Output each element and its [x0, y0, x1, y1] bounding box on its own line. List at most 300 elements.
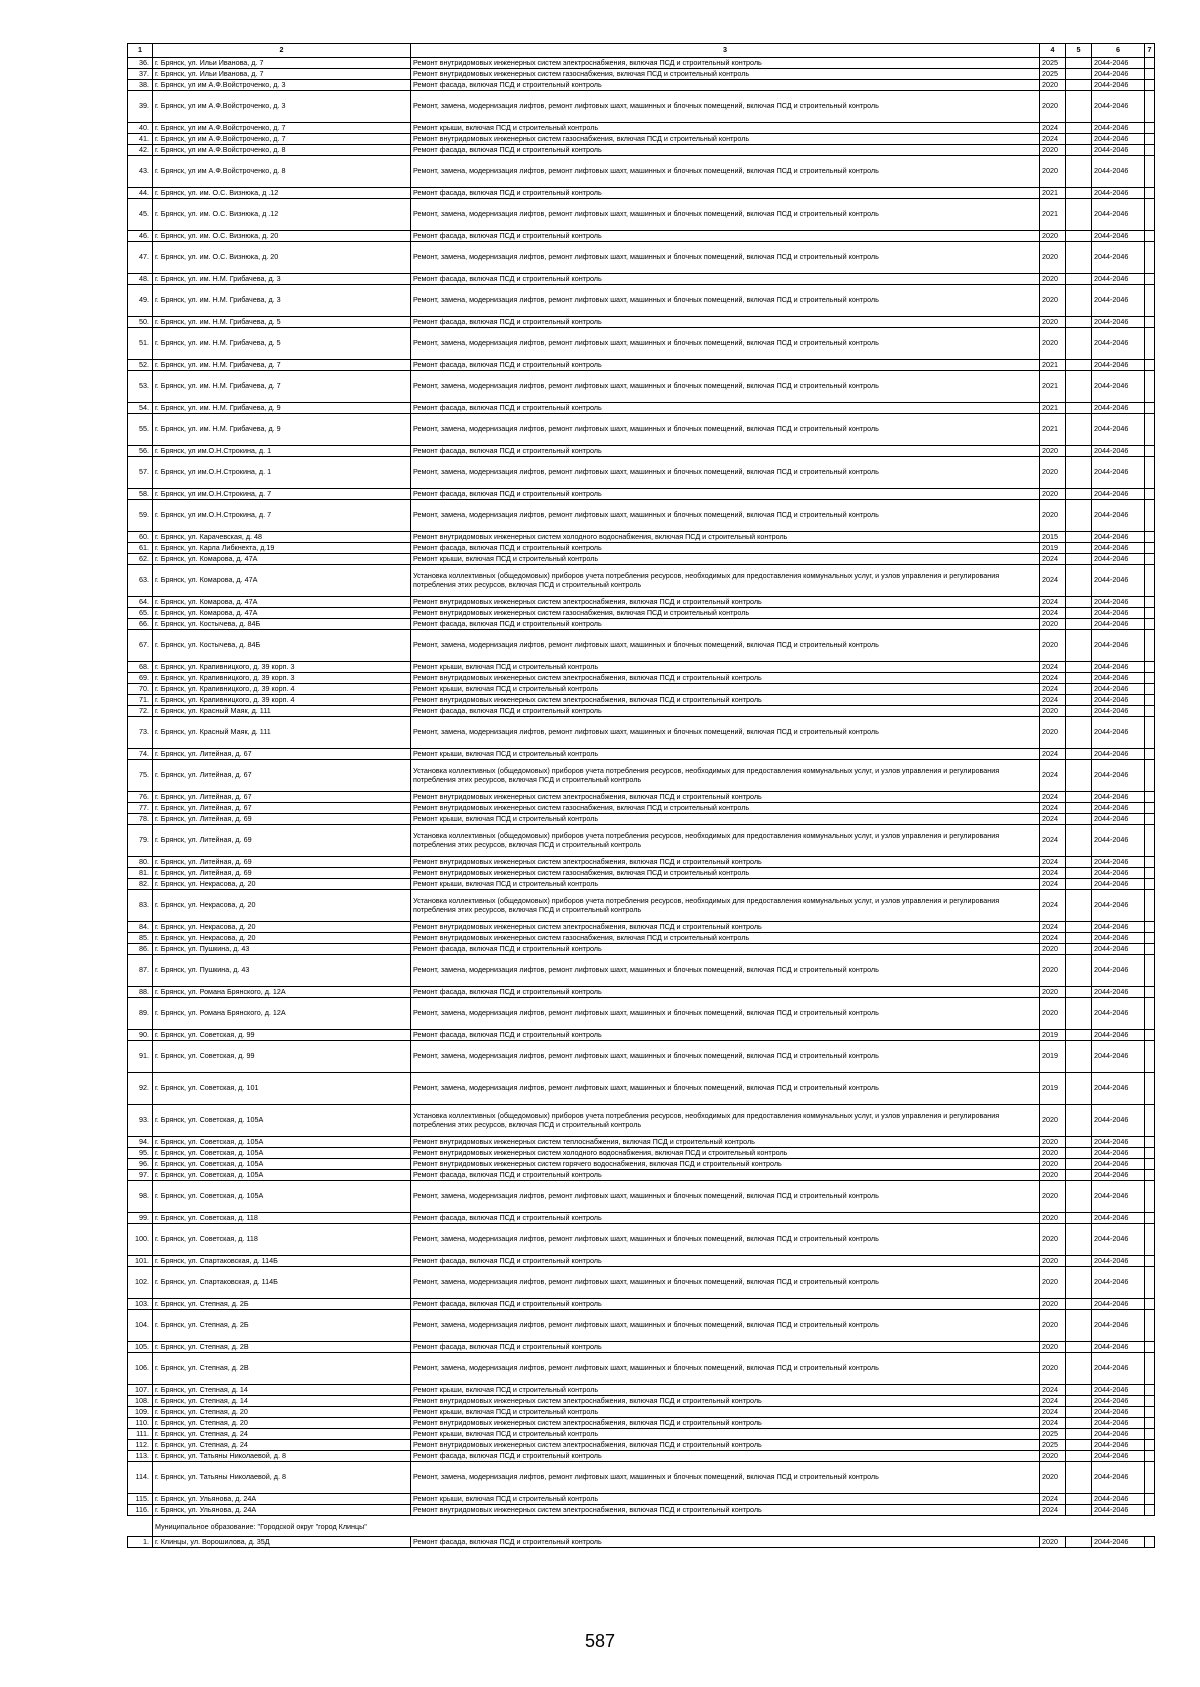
address-cell: г. Брянск, ул. Советская, д. 118 [153, 1224, 411, 1256]
empty-cell [1066, 554, 1092, 565]
row-number: 41. [128, 134, 153, 145]
empty-cell [1066, 360, 1092, 371]
empty-cell [1066, 879, 1092, 890]
empty-cell [1145, 328, 1155, 360]
work-type-cell: Ремонт фасада, включая ПСД и строительный контроль [411, 619, 1040, 630]
period-cell: 2044-2046 [1092, 673, 1145, 684]
work-type-cell: Ремонт, замена, модернизация лифтов, ремонт лифтовых шахт, машинных и блочных помещений, включая ПСД и строительный контроль [411, 717, 1040, 749]
work-type-cell: Ремонт внутридомовых инженерных систем газоснабжения, включая ПСД и строительный контроль [411, 868, 1040, 879]
address-cell: г. Брянск, ул. Костычева, д. 84Б [153, 619, 411, 630]
empty-cell [1145, 1073, 1155, 1105]
row-number: 94. [128, 1137, 153, 1148]
empty-cell [1145, 274, 1155, 285]
empty-cell [1066, 684, 1092, 695]
period-cell: 2044-2046 [1092, 749, 1145, 760]
work-type-cell: Ремонт внутридомовых инженерных систем электроснабжения, включая ПСД и строительный контроль [411, 1505, 1040, 1516]
period-cell: 2044-2046 [1092, 1148, 1145, 1159]
table-row [128, 673, 1155, 684]
row-number: 97. [128, 1170, 153, 1181]
period-cell: 2044-2046 [1092, 1451, 1145, 1462]
table-row [128, 630, 1155, 662]
period-cell: 2044-2046 [1092, 825, 1145, 857]
address-cell: г. Брянск, ул. Литейная, д. 69 [153, 868, 411, 879]
column-header: 7 [1145, 44, 1155, 58]
table-row [128, 565, 1155, 597]
empty-cell [1145, 1267, 1155, 1299]
table-row [128, 500, 1155, 532]
row-number: 86. [128, 944, 153, 955]
work-type-cell: Установка коллективных (общедомовых) приборов учета потребления ресурсов, необходимых для предоставления коммунальных услуг, и узлов управления и регулирования потребления этих ресурсов, включая ПСД и строительный контроль [411, 890, 1040, 922]
row-number: 72. [128, 706, 153, 717]
row-number: 104. [128, 1310, 153, 1342]
row-number: 57. [128, 457, 153, 489]
year-cell: 2019 [1040, 1073, 1066, 1105]
year-cell: 2025 [1040, 1440, 1066, 1451]
empty-cell [1066, 543, 1092, 554]
table-row [128, 1073, 1155, 1105]
row-number: 67. [128, 630, 153, 662]
address-cell: г. Брянск, ул. Ильи Иванова, д. 7 [153, 69, 411, 80]
address-cell: г. Брянск, ул. Степная, д. 2Б [153, 1310, 411, 1342]
year-cell: 2020 [1040, 955, 1066, 987]
empty-cell [1145, 673, 1155, 684]
work-type-cell: Ремонт, замена, модернизация лифтов, ремонт лифтовых шахт, машинных и блочных помещений, включая ПСД и строительный контроль [411, 500, 1040, 532]
table-row [128, 803, 1155, 814]
work-type-cell: Ремонт, замена, модернизация лифтов, ремонт лифтовых шахт, машинных и блочных помещений, включая ПСД и строительный контроль [411, 242, 1040, 274]
year-cell: 2020 [1040, 1224, 1066, 1256]
address-cell: г. Брянск, ул. Степная, д. 20 [153, 1407, 411, 1418]
work-type-cell: Ремонт фасада, включая ПСД и строительный контроль [411, 80, 1040, 91]
empty-cell [1145, 317, 1155, 328]
row-number: 109. [128, 1407, 153, 1418]
period-cell: 2044-2046 [1092, 274, 1145, 285]
address-cell: г. Брянск, ул. Ульянова, д. 24А [153, 1494, 411, 1505]
work-type-cell: Ремонт внутридомовых инженерных систем электроснабжения, включая ПСД и строительный контроль [411, 58, 1040, 69]
year-cell: 2020 [1040, 231, 1066, 242]
address-cell: г. Брянск, ул. Некрасова, д. 20 [153, 890, 411, 922]
address-cell: г. Брянск, ул. Комарова, д. 47А [153, 554, 411, 565]
address-cell: г. Брянск, ул. Спартаковская, д. 114Б [153, 1267, 411, 1299]
address-cell: г. Брянск, ул. Степная, д. 2В [153, 1342, 411, 1353]
empty-cell [1145, 1462, 1155, 1494]
year-cell: 2019 [1040, 1041, 1066, 1073]
address-cell: г. Брянск, ул. Некрасова, д. 20 [153, 933, 411, 944]
address-cell: г. Брянск, ул. Ильи Иванова, д. 7 [153, 58, 411, 69]
period-cell: 2044-2046 [1092, 868, 1145, 879]
period-cell: 2044-2046 [1092, 1224, 1145, 1256]
table-row [128, 717, 1155, 749]
row-number: 77. [128, 803, 153, 814]
period-cell: 2044-2046 [1092, 134, 1145, 145]
year-cell: 2024 [1040, 890, 1066, 922]
work-type-cell: Ремонт внутридомовых инженерных систем электроснабжения, включая ПСД и строительный контроль [411, 1440, 1040, 1451]
empty-cell [1145, 825, 1155, 857]
row-number: 80. [128, 857, 153, 868]
period-cell: 2044-2046 [1092, 684, 1145, 695]
empty-cell [1145, 630, 1155, 662]
row-number: 55. [128, 414, 153, 446]
empty-cell [1066, 922, 1092, 933]
empty-cell [1066, 1224, 1092, 1256]
empty-cell [1066, 69, 1092, 80]
empty-cell [1145, 1505, 1155, 1516]
row-number: 36. [128, 58, 153, 69]
year-cell: 2024 [1040, 1396, 1066, 1407]
empty-cell [1066, 998, 1092, 1030]
work-type-cell: Ремонт внутридомовых инженерных систем электроснабжения, включая ПСД и строительный контроль [411, 597, 1040, 608]
section-row [128, 1516, 1155, 1537]
column-header: 3 [411, 44, 1040, 58]
work-type-cell: Ремонт, замена, модернизация лифтов, ремонт лифтовых шахт, машинных и блочных помещений, включая ПСД и строительный контроль [411, 1267, 1040, 1299]
year-cell: 2024 [1040, 749, 1066, 760]
period-cell: 2044-2046 [1092, 608, 1145, 619]
year-cell: 2024 [1040, 597, 1066, 608]
work-type-cell: Ремонт, замена, модернизация лифтов, ремонт лифтовых шахт, машинных и блочных помещений, включая ПСД и строительный контроль [411, 1462, 1040, 1494]
year-cell: 2020 [1040, 242, 1066, 274]
period-cell: 2044-2046 [1092, 933, 1145, 944]
period-cell: 2044-2046 [1092, 1418, 1145, 1429]
period-cell: 2044-2046 [1092, 1342, 1145, 1353]
empty-cell [1066, 1462, 1092, 1494]
empty-cell [1066, 274, 1092, 285]
year-cell: 2024 [1040, 565, 1066, 597]
work-type-cell: Ремонт внутридомовых инженерных систем электроснабжения, включая ПСД и строительный контроль [411, 1418, 1040, 1429]
period-cell: 2044-2046 [1092, 1299, 1145, 1310]
table-row [128, 1505, 1155, 1516]
period-cell: 2044-2046 [1092, 188, 1145, 199]
work-type-cell: Установка коллективных (общедомовых) приборов учета потребления ресурсов, необходимых для предоставления коммунальных услуг, и узлов управления и регулирования потребления этих ресурсов, включая ПСД и строительный контроль [411, 1105, 1040, 1137]
address-cell: г. Брянск, ул. Комарова, д. 47А [153, 608, 411, 619]
empty-cell [1145, 879, 1155, 890]
table-row [128, 792, 1155, 803]
empty-cell [1066, 630, 1092, 662]
year-cell: 2025 [1040, 69, 1066, 80]
year-cell: 2021 [1040, 403, 1066, 414]
row-number: 50. [128, 317, 153, 328]
row-number: 105. [128, 1342, 153, 1353]
period-cell: 2044-2046 [1092, 69, 1145, 80]
work-type-cell: Ремонт, замена, модернизация лифтов, ремонт лифтовых шахт, машинных и блочных помещений, включая ПСД и строительный контроль [411, 414, 1040, 446]
empty-cell [1145, 80, 1155, 91]
work-type-cell: Ремонт крыши, включая ПСД и строительный контроль [411, 1429, 1040, 1440]
empty-cell [1066, 134, 1092, 145]
year-cell: 2020 [1040, 630, 1066, 662]
year-cell: 2020 [1040, 1256, 1066, 1267]
work-type-cell: Ремонт фасада, включая ПСД и строительный контроль [411, 317, 1040, 328]
table-row [128, 1041, 1155, 1073]
table-row [128, 1105, 1155, 1137]
table-row [128, 868, 1155, 879]
empty-cell [1145, 792, 1155, 803]
year-cell: 2020 [1040, 457, 1066, 489]
table-row [128, 1181, 1155, 1213]
year-cell: 2021 [1040, 199, 1066, 231]
period-cell: 2044-2046 [1092, 1159, 1145, 1170]
work-type-cell: Ремонт внутридомовых инженерных систем газоснабжения, включая ПСД и строительный контроль [411, 134, 1040, 145]
work-type-cell: Ремонт внутридомовых инженерных систем газоснабжения, включая ПСД и строительный контроль [411, 608, 1040, 619]
year-cell: 2015 [1040, 532, 1066, 543]
table-row [128, 1224, 1155, 1256]
work-type-cell: Ремонт фасада, включая ПСД и строительный контроль [411, 1342, 1040, 1353]
period-cell: 2044-2046 [1092, 1407, 1145, 1418]
table-row [128, 1030, 1155, 1041]
table-row [128, 1396, 1155, 1407]
period-cell: 2044-2046 [1092, 145, 1145, 156]
address-cell: г. Брянск, ул. Красный Маяк, д. 111 [153, 706, 411, 717]
column-header: 2 [153, 44, 411, 58]
period-cell: 2044-2046 [1092, 1213, 1145, 1224]
address-cell: г. Брянск, ул им А.Ф.Войстроченко, д. 3 [153, 91, 411, 123]
year-cell: 2020 [1040, 80, 1066, 91]
table-row [128, 1462, 1155, 1494]
period-cell: 2044-2046 [1092, 1073, 1145, 1105]
table-row [128, 457, 1155, 489]
row-number: 82. [128, 879, 153, 890]
table-row [128, 749, 1155, 760]
empty-cell [1145, 1213, 1155, 1224]
period-cell: 2044-2046 [1092, 58, 1145, 69]
table-row [128, 156, 1155, 188]
empty-cell [1066, 1505, 1092, 1516]
row-number: 66. [128, 619, 153, 630]
work-type-cell: Ремонт фасада, включая ПСД и строительный контроль [411, 1256, 1040, 1267]
address-cell: г. Брянск, ул. Советская, д. 99 [153, 1030, 411, 1041]
empty-cell [1066, 1148, 1092, 1159]
table-row [128, 1418, 1155, 1429]
empty-cell [1145, 1310, 1155, 1342]
row-number: 112. [128, 1440, 153, 1451]
empty-cell [1066, 500, 1092, 532]
empty-cell [1145, 565, 1155, 597]
table-row [128, 662, 1155, 673]
empty-cell [1066, 1030, 1092, 1041]
table-row [128, 597, 1155, 608]
empty-cell [1066, 608, 1092, 619]
row-number: 53. [128, 371, 153, 403]
period-cell: 2044-2046 [1092, 998, 1145, 1030]
work-type-cell: Ремонт крыши, включая ПСД и строительный контроль [411, 554, 1040, 565]
row-number: 96. [128, 1159, 153, 1170]
empty-cell [1145, 608, 1155, 619]
work-type-cell: Ремонт, замена, модернизация лифтов, ремонт лифтовых шахт, машинных и блочных помещений, включая ПСД и строительный контроль [411, 199, 1040, 231]
period-cell: 2044-2046 [1092, 543, 1145, 554]
work-type-cell: Ремонт, замена, модернизация лифтов, ремонт лифтовых шахт, машинных и блочных помещений, включая ПСД и строительный контроль [411, 91, 1040, 123]
work-type-cell: Ремонт фасада, включая ПСД и строительный контроль [411, 1451, 1040, 1462]
column-header: 6 [1092, 44, 1145, 58]
empty-cell [1145, 933, 1155, 944]
table-row [128, 285, 1155, 317]
row-number: 116. [128, 1505, 153, 1516]
address-cell: г. Брянск, ул им.О.Н.Строкина, д. 7 [153, 500, 411, 532]
row-number: 62. [128, 554, 153, 565]
empty-cell [1145, 91, 1155, 123]
address-cell: г. Брянск, ул. Степная, д. 2Б [153, 1299, 411, 1310]
empty-cell [1145, 403, 1155, 414]
empty-cell [1066, 1310, 1092, 1342]
address-cell: г. Брянск, ул. Крапивницкого, д. 39 корп. 3 [153, 662, 411, 673]
address-cell: г. Брянск, ул. Татьяны Николаевой, д. 8 [153, 1451, 411, 1462]
empty-cell [1066, 944, 1092, 955]
work-type-cell: Ремонт, замена, модернизация лифтов, ремонт лифтовых шахт, машинных и блочных помещений, включая ПСД и строительный контроль [411, 630, 1040, 662]
work-type-cell: Ремонт, замена, модернизация лифтов, ремонт лифтовых шахт, машинных и блочных помещений, включая ПСД и строительный контроль [411, 955, 1040, 987]
empty-cell [1066, 1451, 1092, 1462]
empty-cell [1145, 1418, 1155, 1429]
empty-cell [1066, 890, 1092, 922]
row-number: 100. [128, 1224, 153, 1256]
empty-cell [1066, 857, 1092, 868]
empty-cell [1145, 857, 1155, 868]
empty-cell [1145, 1440, 1155, 1451]
empty-cell [1145, 1030, 1155, 1041]
year-cell: 2020 [1040, 1299, 1066, 1310]
work-type-cell: Ремонт внутридомовых инженерных систем горячего водоснабжения, включая ПСД и строительный контроль [411, 1159, 1040, 1170]
work-type-cell: Ремонт крыши, включая ПСД и строительный контроль [411, 1385, 1040, 1396]
row-number: 91. [128, 1041, 153, 1073]
period-cell: 2044-2046 [1092, 1267, 1145, 1299]
work-type-cell: Ремонт внутридомовых инженерных систем электроснабжения, включая ПСД и строительный контроль [411, 695, 1040, 706]
row-number: 114. [128, 1462, 153, 1494]
year-cell: 2020 [1040, 91, 1066, 123]
empty-cell [1066, 1342, 1092, 1353]
row-number: 44. [128, 188, 153, 199]
address-cell: г. Брянск, ул. Ульянова, д. 24А [153, 1505, 411, 1516]
period-cell: 2044-2046 [1092, 1170, 1145, 1181]
period-cell: 2044-2046 [1092, 1030, 1145, 1041]
year-cell: 2020 [1040, 1537, 1066, 1548]
year-cell: 2020 [1040, 706, 1066, 717]
row-number: 51. [128, 328, 153, 360]
address-cell: г. Брянск, ул. Карла Либкнехта, д.19 [153, 543, 411, 554]
row-number: 58. [128, 489, 153, 500]
empty-cell [1145, 360, 1155, 371]
empty-cell [1145, 123, 1155, 134]
address-cell: г. Брянск, ул. им. Н.М. Грибачева, д. 3 [153, 274, 411, 285]
table-row [128, 933, 1155, 944]
table-row [128, 987, 1155, 998]
empty-cell [1145, 242, 1155, 274]
work-type-cell: Ремонт, замена, модернизация лифтов, ремонт лифтовых шахт, машинных и блочных помещений, включая ПСД и строительный контроль [411, 1073, 1040, 1105]
year-cell: 2020 [1040, 1159, 1066, 1170]
address-cell: г. Брянск, ул. им. Н.М. Грибачева, д. 7 [153, 360, 411, 371]
empty-cell [1145, 619, 1155, 630]
work-type-cell: Ремонт фасада, включая ПСД и строительный контроль [411, 274, 1040, 285]
year-cell: 2020 [1040, 1451, 1066, 1462]
address-cell: г. Брянск, ул. Романа Брянского, д. 12А [153, 998, 411, 1030]
row-number: 65. [128, 608, 153, 619]
period-cell: 2044-2046 [1092, 1440, 1145, 1451]
table-row [128, 1299, 1155, 1310]
work-type-cell: Ремонт, замена, модернизация лифтов, ремонт лифтовых шахт, машинных и блочных помещений, включая ПСД и строительный контроль [411, 1310, 1040, 1342]
period-cell: 2044-2046 [1092, 317, 1145, 328]
period-cell: 2044-2046 [1092, 619, 1145, 630]
year-cell: 2020 [1040, 328, 1066, 360]
row-number: 111. [128, 1429, 153, 1440]
year-cell: 2020 [1040, 944, 1066, 955]
empty-cell [1145, 188, 1155, 199]
table-row [128, 706, 1155, 717]
work-type-cell: Ремонт, замена, модернизация лифтов, ремонт лифтовых шахт, машинных и блочных помещений, включая ПСД и строительный контроль [411, 457, 1040, 489]
table-row [128, 134, 1155, 145]
work-type-cell: Ремонт, замена, модернизация лифтов, ремонт лифтовых шахт, машинных и блочных помещений, включая ПСД и строительный контроль [411, 371, 1040, 403]
year-cell: 2024 [1040, 1494, 1066, 1505]
work-type-cell: Ремонт фасада, включая ПСД и строительный контроль [411, 1030, 1040, 1041]
empty-cell [1066, 403, 1092, 414]
year-cell: 2021 [1040, 188, 1066, 199]
table-row [128, 360, 1155, 371]
table-row [128, 1159, 1155, 1170]
year-cell: 2020 [1040, 1213, 1066, 1224]
work-type-cell: Ремонт, замена, модернизация лифтов, ремонт лифтовых шахт, машинных и блочных помещений, включая ПСД и строительный контроль [411, 285, 1040, 317]
work-type-cell: Ремонт крыши, включая ПСД и строительный контроль [411, 684, 1040, 695]
repair-schedule-table [127, 43, 1155, 1548]
work-type-cell: Ремонт внутридомовых инженерных систем газоснабжения, включая ПСД и строительный контроль [411, 803, 1040, 814]
period-cell: 2044-2046 [1092, 1505, 1145, 1516]
year-cell: 2024 [1040, 662, 1066, 673]
table-row [128, 231, 1155, 242]
empty-cell [1066, 814, 1092, 825]
row-number: 75. [128, 760, 153, 792]
section-title: Муниципальное образование: "Городской округ "город Клинцы" [153, 1516, 1155, 1537]
year-cell: 2019 [1040, 543, 1066, 554]
row-number: 47. [128, 242, 153, 274]
empty-cell [1145, 868, 1155, 879]
year-cell: 2020 [1040, 1137, 1066, 1148]
year-cell: 2024 [1040, 1505, 1066, 1516]
address-cell: г. Брянск, ул. Советская, д. 101 [153, 1073, 411, 1105]
period-cell: 2044-2046 [1092, 1385, 1145, 1396]
address-cell: г. Брянск, ул. Пушкина, д. 43 [153, 944, 411, 955]
row-number: 78. [128, 814, 153, 825]
empty-cell [1145, 58, 1155, 69]
row-number: 87. [128, 955, 153, 987]
period-cell: 2044-2046 [1092, 792, 1145, 803]
work-type-cell: Ремонт фасада, включая ПСД и строительный контроль [411, 446, 1040, 457]
empty-cell [1066, 1256, 1092, 1267]
address-cell: г. Клинцы, ул. Ворошилова, д. 35Д [153, 1537, 411, 1548]
period-cell: 2044-2046 [1092, 1256, 1145, 1267]
address-cell: г. Брянск, ул. им. Н.М. Грибачева, д. 7 [153, 371, 411, 403]
year-cell: 2020 [1040, 1310, 1066, 1342]
empty-cell [1145, 414, 1155, 446]
period-cell: 2044-2046 [1092, 922, 1145, 933]
table-row [128, 145, 1155, 156]
empty-cell [1145, 1224, 1155, 1256]
address-cell: г. Брянск, ул. им. О.С. Визнюка, д .12 [153, 199, 411, 231]
table-row [128, 1137, 1155, 1148]
empty-cell [1066, 188, 1092, 199]
row-number: 48. [128, 274, 153, 285]
year-cell: 2024 [1040, 868, 1066, 879]
year-cell: 2024 [1040, 554, 1066, 565]
address-cell: г. Брянск, ул им А.Ф.Войстроченко, д. 8 [153, 145, 411, 156]
year-cell: 2020 [1040, 145, 1066, 156]
column-header: 5 [1066, 44, 1092, 58]
address-cell: г. Брянск, ул. Степная, д. 20 [153, 1418, 411, 1429]
address-cell: г. Брянск, ул. Советская, д. 105А [153, 1159, 411, 1170]
empty-cell [1066, 749, 1092, 760]
period-cell: 2044-2046 [1092, 955, 1145, 987]
empty-cell [1145, 1148, 1155, 1159]
empty-cell [1066, 662, 1092, 673]
period-cell: 2044-2046 [1092, 1137, 1145, 1148]
empty-cell [1066, 825, 1092, 857]
period-cell: 2044-2046 [1092, 500, 1145, 532]
empty-cell [1066, 792, 1092, 803]
year-cell: 2020 [1040, 156, 1066, 188]
table-row [128, 695, 1155, 706]
table-row [128, 414, 1155, 446]
period-cell: 2044-2046 [1092, 1353, 1145, 1385]
